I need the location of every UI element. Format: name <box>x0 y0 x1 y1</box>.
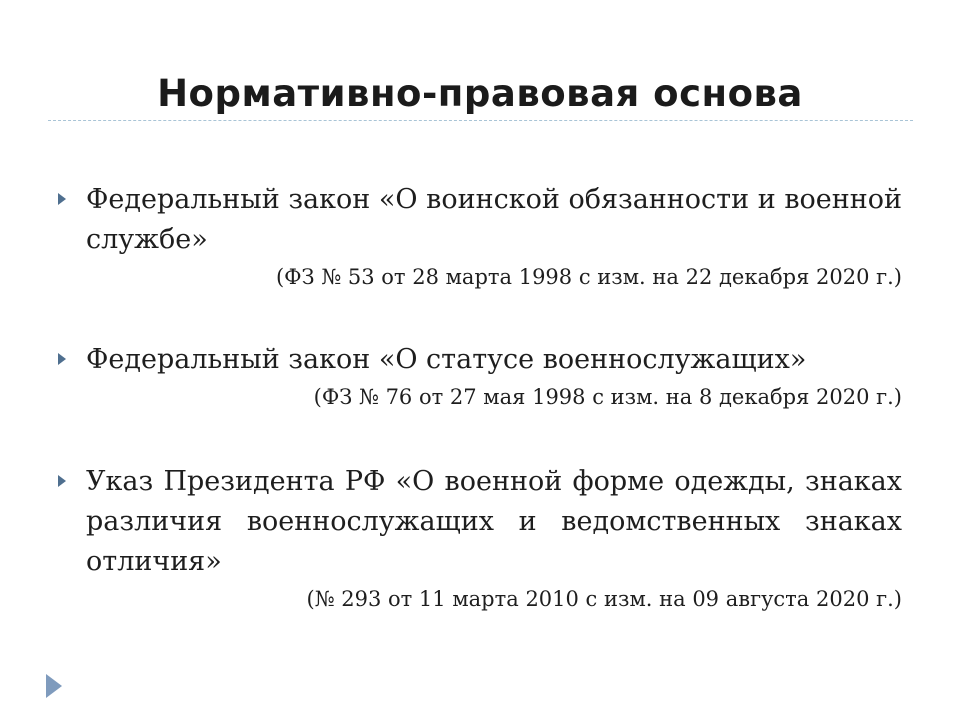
triangle-bullet-icon <box>58 193 66 205</box>
title-divider <box>48 120 913 121</box>
triangle-bullet-icon <box>58 353 66 365</box>
law-reference: (ФЗ № 53 от 28 марта 1998 с изм. на 22 декабря 2020 г.) <box>275 265 902 289</box>
page-title: Нормативно-правовая основа <box>157 72 803 115</box>
law-title: Федеральный закон «О воинской обязанности и военной службе» <box>86 184 902 255</box>
decree-title: Указ Президента РФ «О военной форме одежды, знаках различия военнослужащих и ведомственных знаках отличия» <box>86 466 902 577</box>
next-slide-arrow-icon[interactable] <box>46 674 62 698</box>
list-item <box>56 180 902 292</box>
triangle-bullet-icon <box>58 475 66 487</box>
law-title: Федеральный закон «О статусе военнослужащих» <box>86 344 807 375</box>
list-item <box>56 462 902 614</box>
decree-reference: (№ 293 от 11 марта 2010 с изм. на 09 августа 2020 г.) <box>306 587 902 611</box>
list-item <box>56 340 902 412</box>
law-reference: (ФЗ № 76 от 27 мая 1998 с изм. на 8 декабря 2020 г.) <box>313 385 902 409</box>
